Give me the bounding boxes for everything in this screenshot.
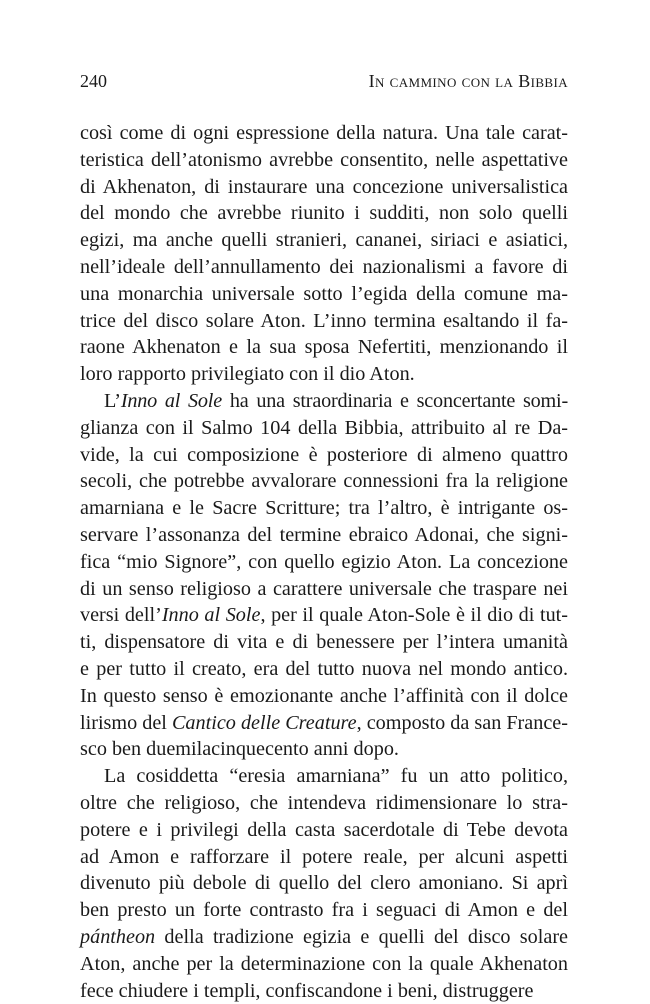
text-line [80, 147, 568, 174]
text-line [80, 522, 568, 549]
text-run: ad Amon e rafforzare il potere reale, per alcuni aspetti [80, 846, 568, 868]
text-run: La cosiddetta “eresia amarniana” fu un atto politico, [104, 765, 568, 787]
text-line [80, 844, 568, 871]
text-line [80, 817, 568, 844]
text-line [80, 174, 568, 201]
italic-title: Inno al Sole [121, 390, 222, 412]
text-run: glianza con il Salmo 104 della Bibbia, attribuito al re Da- [80, 417, 568, 439]
text-line [80, 710, 568, 737]
paragraph [80, 120, 568, 388]
text-line [80, 468, 568, 495]
italic-title: Cantico delle Creature [172, 712, 357, 734]
text-line [80, 415, 568, 442]
text-line [80, 656, 568, 683]
text-run: sco ben duemilacinquecento anni dopo. [80, 738, 399, 760]
text-line [80, 120, 568, 147]
text-line [80, 790, 568, 817]
text-run: versi dell’ [80, 604, 162, 626]
text-run: della tradizione egizia e quelli del disco solare [155, 926, 568, 948]
text-run: ti, dispensatore di vita e di benessere per l’intera umanità [80, 631, 568, 653]
text-line [80, 870, 568, 897]
text-run: In questo senso è emozionante anche l’affinità con il dolce [80, 685, 568, 707]
text-line [80, 308, 568, 335]
italic-title: Inno al Sole [162, 604, 261, 626]
text-run: amarniana e le Sacre Scritture; tra l’altro, è intrigante os- [80, 497, 568, 519]
text-run: lirismo del [80, 712, 172, 734]
text-line [80, 442, 568, 469]
text-line [80, 924, 568, 951]
text-run: L’ [104, 390, 121, 412]
text-line [80, 549, 568, 576]
text-line [80, 227, 568, 254]
text-line [80, 897, 568, 924]
text-line [80, 736, 568, 763]
text-run: fece chiudere i templi, confiscandone i beni, distruggere [80, 980, 533, 1002]
text-run: fica “mio Signore”, con quello egizio Aton. La concezione [80, 551, 568, 573]
paragraph [80, 763, 568, 1004]
text-line [80, 495, 568, 522]
text-run: così come di ogni espressione della natura. Una tale carat- [80, 122, 568, 144]
italic-title: pántheon [80, 926, 155, 948]
page-number: 240 [80, 69, 107, 93]
text-run: una monarchia universale sotto l’egida della comune ma- [80, 283, 568, 305]
text-run: loro rapporto privilegiato con il dio Aton. [80, 363, 415, 385]
text-run: , per il quale Aton-Sole è il dio di tut- [260, 604, 568, 626]
text-line [80, 978, 568, 1004]
text-line [80, 361, 568, 388]
text-run: servare l’assonanza del termine ebraico Adonai, che signi- [80, 524, 568, 546]
text-run: egizi, ma anche quelli stranieri, cananei, siriaci e asiatici, [80, 229, 568, 251]
page-header [80, 69, 568, 93]
text-line [80, 576, 568, 603]
text-run: ben presto un forte contrasto fra i seguaci di Amon e del [80, 899, 568, 921]
text-line [80, 388, 568, 415]
text-run: secoli, che potrebbe avvalorare connessioni fra la religione [80, 470, 568, 492]
text-line [80, 951, 568, 978]
text-run: potere e i privilegi della casta sacerdotale di Tebe devota [80, 819, 568, 841]
text-run: oltre che religioso, che intendeva ridimensionare lo stra- [80, 792, 568, 814]
text-run: ha una straordinaria e sconcertante somi- [222, 390, 568, 412]
text-line [80, 281, 568, 308]
text-line [80, 629, 568, 656]
text-run: nell’ideale dell’annullamento dei nazionalismi a favore di [80, 256, 568, 278]
text-run: raone Akhenaton e la sua sposa Nefertiti, menzionando il [80, 336, 568, 358]
text-run: teristica dell’atonismo avrebbe consentito, nelle aspettative [80, 149, 568, 171]
text-line [80, 334, 568, 361]
text-run: vide, la cui composizione è posteriore di almeno quattro [80, 444, 568, 466]
body-text [80, 120, 568, 1004]
text-run: trice del disco solare Aton. L’inno termina esaltando il fa- [80, 310, 568, 332]
text-line [80, 200, 568, 227]
text-line [80, 602, 568, 629]
paragraph [80, 388, 568, 763]
text-run: di un senso religioso a carattere universale che traspare nei [80, 578, 568, 600]
text-run: di Akhenaton, di instaurare una concezione universalistica [80, 176, 568, 198]
text-run: e per tutto il creato, era del tutto nuova nel mondo antico. [80, 658, 568, 680]
text-line [80, 683, 568, 710]
text-line [80, 254, 568, 281]
running-title: In cammino con la Bibbia [369, 69, 568, 93]
text-run: , composto da san France- [357, 712, 568, 734]
text-run: del mondo che avrebbe riunito i sudditi, non solo quelli [80, 202, 568, 224]
text-run: divenuto più debole di quello del clero amoniano. Si aprì [80, 872, 568, 894]
text-run: Aton, anche per la determinazione con la quale Akhenaton [80, 953, 568, 975]
text-line [80, 763, 568, 790]
